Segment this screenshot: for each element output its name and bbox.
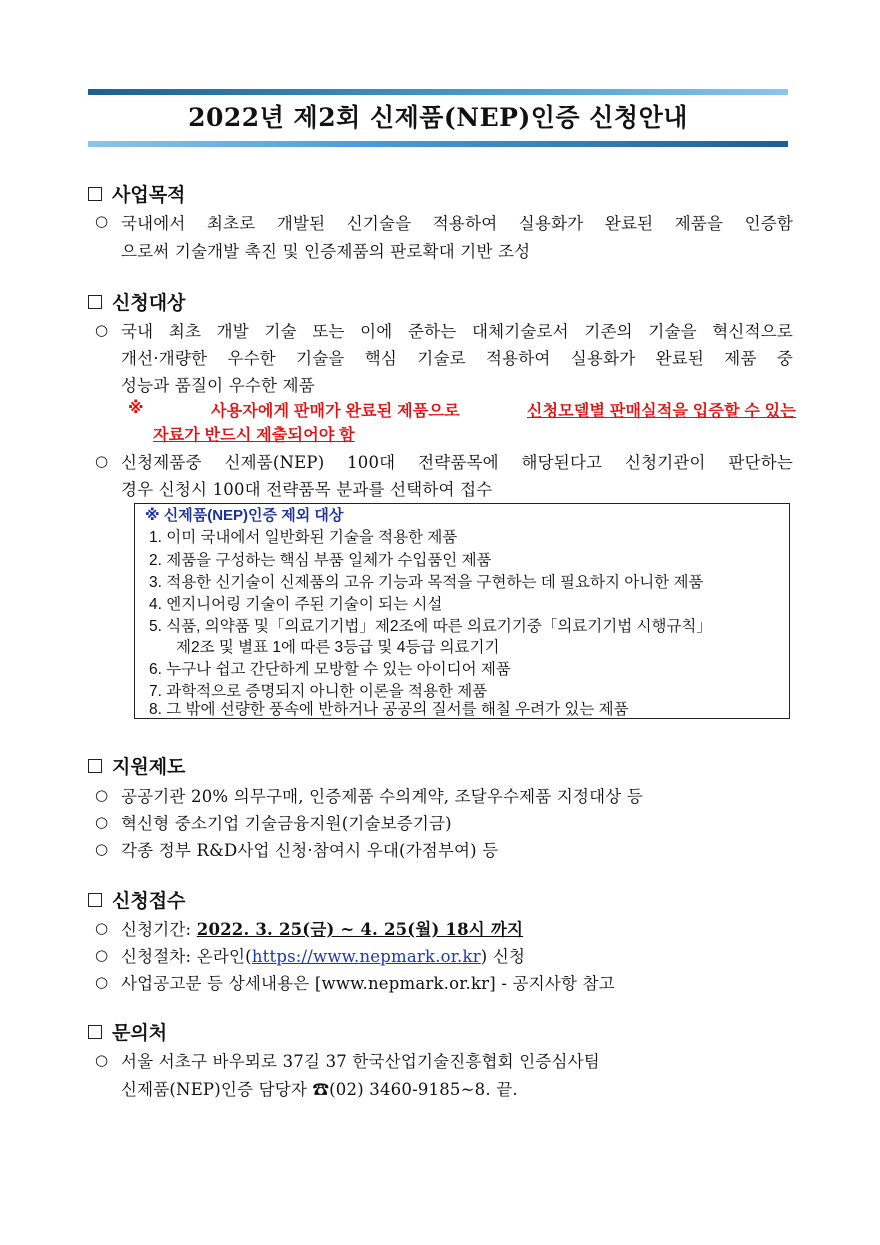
page-title: 2022년 제2회 신제품(NEP)인증 신청안내 — [188, 103, 688, 132]
bullet-circle-icon: ○ — [95, 840, 109, 858]
target-note-line2: 자료가 반드시 제출되어야 함 — [153, 427, 355, 444]
note-text-part1: 사용자에게 판매가 완료된 제품으로 — [210, 403, 460, 420]
support-line-3: 각종 정부 R&D사업 신청·참여시 우대(가점부여) 등 — [121, 841, 499, 860]
exclusion-heading: ※ 신제품(NEP)인증 제외 대상 — [145, 507, 344, 524]
section-heading-label: 사업목적 — [112, 185, 186, 206]
reception-notice: 사업공고문 등 상세내용은 [www.nepmark.or.kr] - 공지사항 참고 — [121, 974, 615, 993]
section-heading-support — [88, 752, 185, 779]
checkbox-square-icon — [88, 295, 102, 309]
support-line-2: 혁신형 중소기업 기술금융지원(기술보증기금) — [121, 814, 452, 833]
procedure-label: 신청절차: 온라인( — [121, 947, 252, 966]
bullet-circle-icon: ○ — [95, 973, 109, 991]
checkbox-square-icon — [88, 759, 102, 773]
bullet-circle-icon: ○ — [95, 212, 109, 230]
purpose-line-2: 으로써 기술개발 촉진 및 인증제품의 판로확대 기반 조성 — [121, 242, 531, 261]
title-bar-bottom — [88, 141, 788, 147]
bullet-circle-icon: ○ — [95, 786, 109, 804]
section-heading-reception — [88, 886, 185, 913]
procedure-suffix: ) 신청 — [480, 947, 526, 966]
bullet-circle-icon: ○ — [95, 1051, 109, 1069]
title-banner — [88, 89, 788, 147]
target-line-2: 개선·개량한 우수한 기술을 핵심 기술로 적용하여 실용화가 완료된 제품 중 — [121, 349, 793, 368]
target-line-5: 경우 신청시 100대 전략품목 분과를 선택하여 접수 — [121, 480, 493, 499]
note-text-part2: 신청모델별 판매실적을 입증할 수 있는 — [526, 403, 796, 420]
section-heading-label: 지원제도 — [112, 757, 186, 778]
exclusion-item: 제2조 및 별표 1에 따른 3등급 및 4등급 의료기기 — [176, 639, 500, 656]
section-heading-purpose — [88, 180, 185, 207]
section-heading-label: 신청접수 — [112, 891, 186, 912]
section-heading-contact — [88, 1018, 167, 1045]
target-line-3: 성능과 품질이 우수한 제품 — [121, 376, 315, 395]
exclusion-box — [134, 503, 790, 719]
reception-procedure — [121, 943, 525, 967]
checkbox-square-icon — [88, 1025, 102, 1039]
reception-period — [121, 916, 523, 940]
section-heading-target — [88, 288, 185, 315]
period-label: 신청기간: — [121, 920, 197, 939]
title-bar-top — [88, 89, 788, 95]
note-mark: ※ — [128, 400, 144, 417]
exclusion-item: 7. 과학적으로 증명되지 아니한 이론을 적용한 제품 — [149, 683, 488, 700]
bullet-circle-icon: ○ — [95, 813, 109, 831]
bullet-circle-icon: ○ — [95, 321, 109, 339]
purpose-line-1: 국내에서 최초로 개발된 신기술을 적용하여 실용화가 완료된 제품을 인증함 — [121, 214, 793, 233]
target-line-1: 국내 최초 개발 기술 또는 이에 준하는 대체기술로서 기존의 기술을 혁신적으로 — [121, 322, 793, 341]
exclusion-item: 1. 이미 국내에서 일반화된 기술을 적용한 제품 — [149, 529, 458, 546]
contact-line-2: 신제품(NEP)인증 담당자 ☎(02) 3460-9185~8. 끝. — [121, 1080, 518, 1099]
exclusion-item: 4. 엔지니어링 기술이 주된 기술이 되는 시설 — [149, 596, 443, 613]
nepmark-link[interactable]: https://www.nepmark.or.kr — [251, 947, 481, 966]
bullet-circle-icon: ○ — [95, 452, 109, 470]
bullet-circle-icon: ○ — [95, 946, 109, 964]
exclusion-item: 3. 적용한 신기술이 신제품의 고유 기능과 목적을 구현하는 데 필요하지 아니한 제품 — [149, 574, 704, 591]
target-line-4: 신청제품중 신제품(NEP) 100대 전략품목에 해당된다고 신청기관이 판단하는 — [121, 453, 793, 472]
section-heading-label: 신청대상 — [112, 293, 186, 314]
period-value: 2022. 3. 25(금) ~ 4. 25(월) 18시 까지 — [196, 920, 524, 939]
bullet-circle-icon: ○ — [95, 919, 109, 937]
target-note — [128, 398, 796, 421]
exclusion-item: 2. 제품을 구성하는 핵심 부품 일체가 수입품인 제품 — [149, 552, 492, 569]
support-line-1: 공공기관 20% 의무구매, 인증제품 수의계약, 조달우수제품 지정대상 등 — [121, 787, 644, 806]
exclusion-item: 5. 식품, 의약품 및「의료기기법」제2조에 따른 의료기기중「의료기기법 시행규칙」 — [149, 618, 712, 635]
checkbox-square-icon — [88, 893, 102, 907]
exclusion-item: 8. 그 밖에 선량한 풍속에 반하거나 공공의 질서를 해칠 우려가 있는 제품 — [149, 701, 629, 718]
section-heading-label: 문의처 — [112, 1023, 168, 1044]
checkbox-square-icon — [88, 187, 102, 201]
exclusion-item: 6. 누구나 쉽고 간단하게 모방할 수 있는 아이디어 제품 — [149, 661, 511, 678]
contact-line-1: 서울 서초구 바우뫼로 37길 37 한국산업기술진흥협회 인증심사팀 — [121, 1052, 600, 1071]
